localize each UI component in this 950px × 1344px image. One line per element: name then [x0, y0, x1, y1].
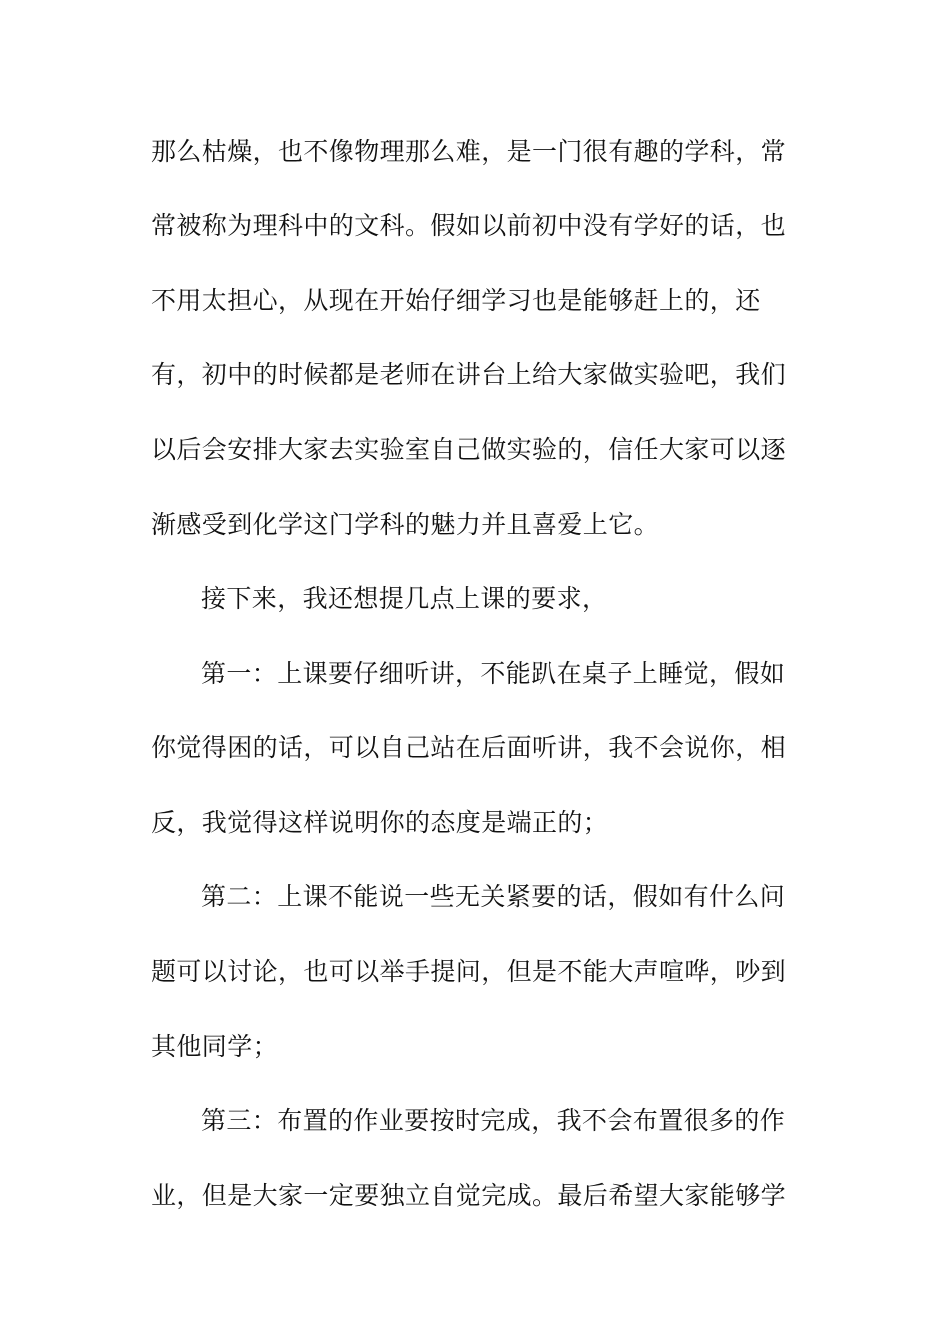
rule-three-line: 第三：布置的作业要按时完成，我不会布置很多的作 — [201, 1106, 786, 1135]
text-line: 不用太担心，从现在开始仔细学习也是能够赶上的，还 — [151, 286, 761, 315]
text-line: 渐感受到化学这门学科的魅力并且喜爱上它。 — [151, 510, 660, 539]
rule-two-line: 第二：上课不能说一些无关紧要的话，假如有什么问 — [201, 882, 786, 911]
text-line: 你觉得困的话，可以自己站在后面听讲，我不会说你，相 — [151, 733, 787, 762]
text-line: 题可以讨论，也可以举手提问，但是不能大声喧哗，吵到 — [151, 957, 787, 986]
text-line: 有，初中的时候都是老师在讲台上给大家做实验吧，我们 — [151, 360, 787, 389]
text-line: 常被称为理科中的文科。假如以前初中没有学好的话，也 — [151, 211, 787, 240]
paragraph-intro: 接下来，我还想提几点上课的要求， — [201, 584, 608, 613]
text-line: 反，我觉得这样说明你的态度是端正的； — [151, 808, 609, 837]
rule-one-line: 第一：上课要仔细听讲，不能趴在桌子上睡觉，假如 — [201, 659, 786, 688]
text-line: 其他同学； — [151, 1032, 279, 1061]
text-line: 业，但是大家一定要独立自觉完成。最后希望大家能够学 — [151, 1181, 787, 1210]
text-line: 以后会安排大家去实验室自己做实验的，信任大家可以逐 — [151, 435, 787, 464]
text-line: 那么枯燥，也不像物理那么难，是一门很有趣的学科，常 — [151, 137, 787, 166]
